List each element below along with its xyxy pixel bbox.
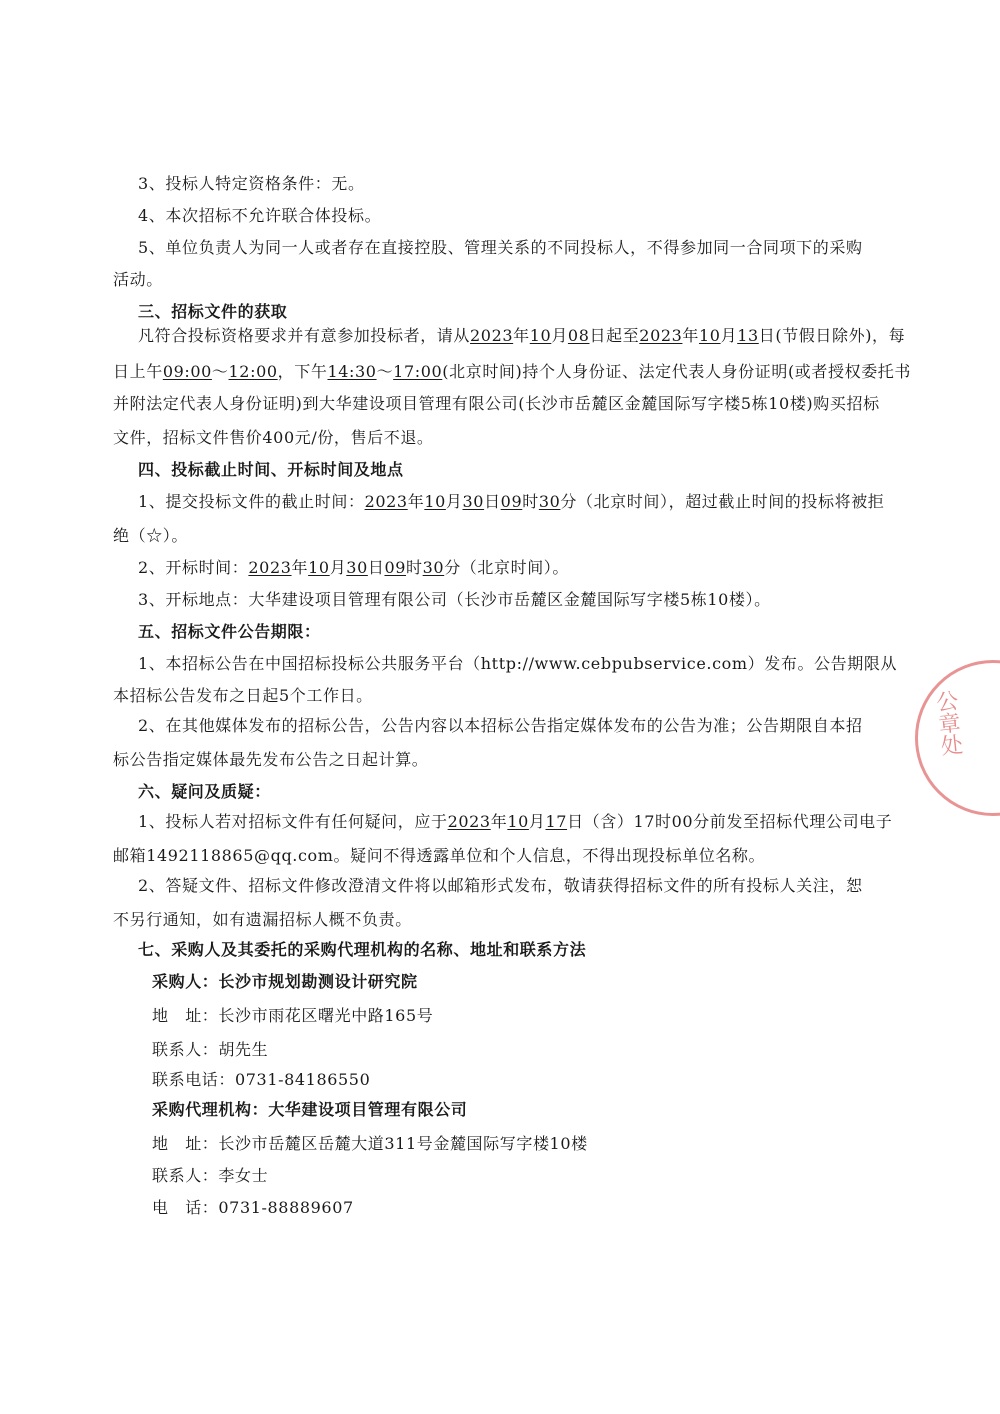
agent-phone: 电 话：0731-88889607 [152, 1198, 354, 1217]
section-3-para-line-1: 凡符合投标资格要求并有意参加投标者，请从2023年10月08日起至2023年10月13日(节假日除外)，每 [138, 326, 906, 345]
section-5-title: 五、招标文件公告期限： [138, 622, 321, 641]
section-6-item-1-line-2: 邮箱1492118865@qq.com。疑问不得透露单位和个人信息，不得出现投标单位名称。 [113, 846, 766, 865]
item-5-line-2: 活动。 [113, 270, 163, 289]
buyer-contact: 联系人：胡先生 [152, 1040, 269, 1059]
section-3-para-line-3: 并附法定代表人身份证明)到大华建设项目管理有限公司(长沙市岳麓区金麓国际写字楼5栋10楼)购买招标 [113, 394, 880, 413]
item-5-line-1: 5、单位负责人为同一人或者存在直接控股、管理关系的不同投标人，不得参加同一合同项下的采购 [138, 238, 863, 257]
buyer-phone: 联系电话：0731-84186550 [152, 1070, 371, 1089]
section-3-title: 三、招标文件的获取 [138, 302, 288, 321]
item-4: 4、本次招标不允许联合体投标。 [138, 206, 382, 225]
section-6-item-1-line-1: 1、投标人若对招标文件有任何疑问，应于2023年10月17日（含）17时00分前发至招标代理公司电子 [138, 812, 893, 831]
seal-text: 公章处 [931, 688, 964, 758]
section-5-item-1-line-2: 本招标公告发布之日起5个工作日。 [113, 686, 373, 705]
section-5-item-2-line-2: 标公告指定媒体最先发布公告之日起计算。 [113, 750, 429, 769]
buyer-title: 采购人：长沙市规划勘测设计研究院 [152, 972, 418, 991]
buyer-address: 地 址：长沙市雨花区曙光中路165号 [152, 1006, 434, 1025]
section-6-title: 六、疑问及质疑： [138, 782, 271, 801]
section-4-item-2: 2、开标时间：2023年10月30日09时30分（北京时间）。 [138, 558, 570, 577]
item-3: 3、投标人特定资格条件：无。 [138, 174, 365, 193]
section-4-item-3: 3、开标地点：大华建设项目管理有限公司（长沙市岳麓区金麓国际写字楼5栋10楼）。 [138, 590, 771, 609]
section-6-item-2-line-2: 不另行通知，如有遗漏招标人概不负责。 [113, 910, 412, 929]
agent-title: 采购代理机构：大华建设项目管理有限公司 [152, 1100, 468, 1119]
section-4-item-1-line-2: 绝（☆）。 [113, 526, 189, 545]
section-6-item-2-line-1: 2、答疑文件、招标文件修改澄清文件将以邮箱形式发布，敬请获得招标文件的所有投标人关注，恕 [138, 876, 863, 895]
section-5-item-2-line-1: 2、在其他媒体发布的招标公告，公告内容以本招标公告指定媒体发布的公告为准；公告期限自本招 [138, 716, 863, 735]
section-3-para-line-4: 文件，招标文件售价400元/份，售后不退。 [113, 428, 434, 447]
agent-contact: 联系人：李女士 [152, 1166, 269, 1185]
agent-address: 地 址：长沙市岳麓区岳麓大道311号金麓国际写字楼10楼 [152, 1134, 588, 1153]
section-5-item-1-line-1: 1、本招标公告在中国招标投标公共服务平台（http://www.cebpubservice.com）发布。公告期限从 [138, 654, 898, 673]
section-4-title: 四、投标截止时间、开标时间及地点 [138, 460, 404, 479]
section-4-item-1-line-1: 1、提交投标文件的截止时间：2023年10月30日09时30分（北京时间），超过截止时间的投标将被拒 [138, 492, 885, 511]
section-7-title: 七、采购人及其委托的采购代理机构的名称、地址和联系方法 [138, 940, 587, 959]
section-3-para-line-2: 日上午09:00～12:00，下午14:30～17:00(北京时间)持个人身份证、法定代表人身份证明(或者授权委托书 [113, 362, 912, 381]
